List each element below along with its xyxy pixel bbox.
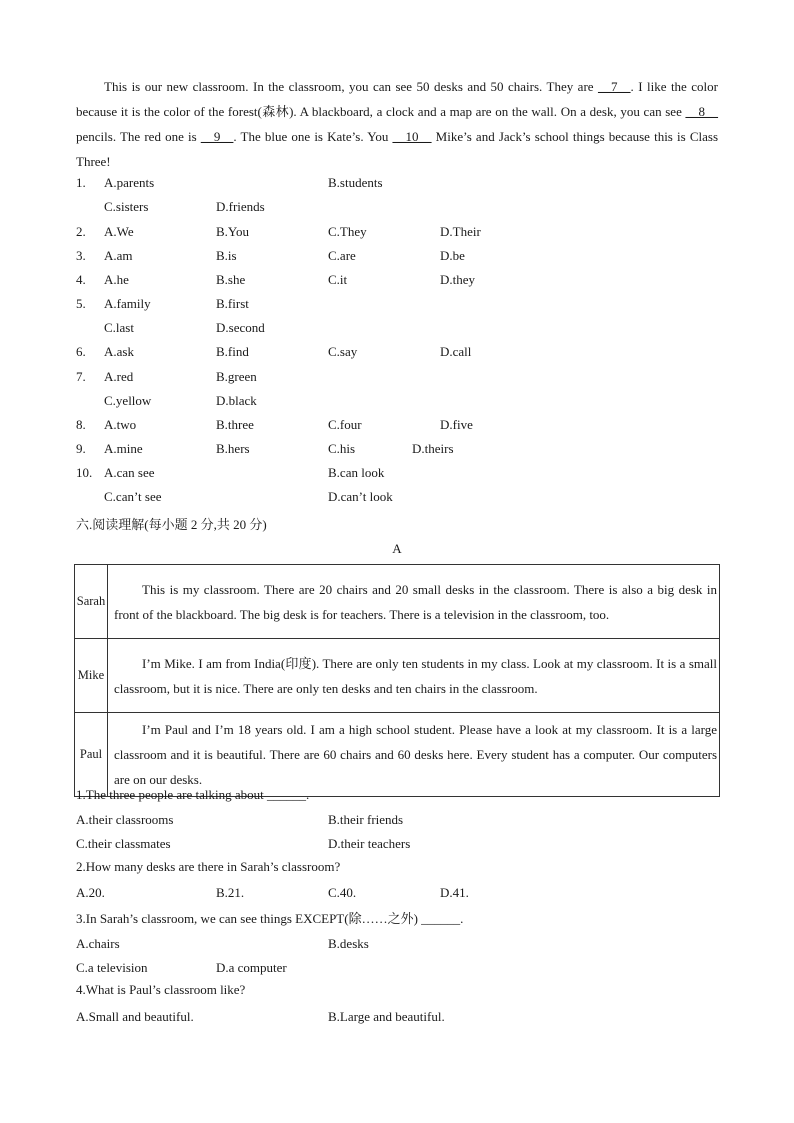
option-d: D.be xyxy=(440,248,465,263)
speaker-text-cell xyxy=(108,713,720,797)
option-a: A.their classrooms xyxy=(76,812,174,827)
option-c: C.are xyxy=(328,248,356,263)
section-title: 六.阅读理解(每小题 2 分,共 20 分) xyxy=(76,517,267,532)
option-a: A.20. xyxy=(76,885,105,900)
blank-9: __9__ xyxy=(200,129,234,144)
question-stem: 3.In Sarah’s classroom, we can see things EXCEPT(除……之外) ______. xyxy=(76,911,464,926)
option-d: D.theirs xyxy=(412,441,454,456)
option-a: A.can see xyxy=(104,465,155,480)
passage-label: A xyxy=(392,541,402,556)
cloze-passage xyxy=(76,74,718,174)
option-d: D.they xyxy=(440,272,476,287)
option-d: D.black xyxy=(216,393,257,408)
cloze-text: . I like the color because it is the color of the forest(森林). A blackboard, a clock and a map are on the wall. On a desk, you can see xyxy=(76,79,718,119)
option-b: B.Large and beautiful. xyxy=(328,1009,445,1024)
option-b: B.their friends xyxy=(328,812,404,827)
option-d: D.call xyxy=(440,344,472,359)
option-b: B.is xyxy=(216,248,237,263)
option-number: 10. xyxy=(76,465,93,480)
question-stem: 4.What is Paul’s classroom like? xyxy=(76,982,246,997)
option-d: D.can’t look xyxy=(328,489,393,504)
option-number: 2. xyxy=(76,224,86,239)
speaker-text-cell xyxy=(108,565,720,639)
option-d: D.a computer xyxy=(216,960,287,975)
speaker-name: Mike xyxy=(75,639,108,713)
option-b: B.first xyxy=(216,296,249,311)
option-b: B.You xyxy=(216,224,250,239)
option-c: C.40. xyxy=(328,885,357,900)
option-c: C.last xyxy=(104,320,134,335)
option-a: A.parents xyxy=(104,175,155,190)
question-stem: 1.The three people are talking about ______. xyxy=(76,787,310,802)
speaker-name: Sarah xyxy=(75,565,108,639)
option-c: C.his xyxy=(328,441,356,456)
option-d: D.41. xyxy=(440,885,469,900)
option-a: A.ask xyxy=(104,344,134,359)
option-d: D.second xyxy=(216,320,265,335)
option-a: A.Small and beautiful. xyxy=(76,1009,194,1024)
option-b: B.desks xyxy=(328,936,369,951)
option-c: C.sisters xyxy=(104,199,149,214)
blank-10: __10__ xyxy=(392,129,432,144)
blank-8: __8__ xyxy=(685,104,718,119)
option-c: C.They xyxy=(328,224,367,239)
speaker-text-cell xyxy=(108,639,720,713)
option-b: B.three xyxy=(216,417,254,432)
option-b: B.can look xyxy=(328,465,385,480)
speaker-text: I’m Paul and I’m 18 years old. I am a high school student. Please have a look at my classroom. It is a large classroom and it is beautiful. There are 60 chairs and 60 desks here. Every student has a computer. Our computers are on our desks. xyxy=(114,722,717,787)
option-c: C.a television xyxy=(76,960,148,975)
option-b: B.green xyxy=(216,369,257,384)
blank-7: __7__ xyxy=(598,79,631,94)
option-c: C.can’t see xyxy=(104,489,162,504)
table-row xyxy=(75,713,720,797)
table-row xyxy=(75,565,720,639)
table-row xyxy=(75,639,720,713)
cloze-paragraph xyxy=(76,74,718,174)
reading-table xyxy=(74,564,720,797)
option-d: D.friends xyxy=(216,199,265,214)
option-a: A.chairs xyxy=(76,936,120,951)
option-b: B.21. xyxy=(216,885,245,900)
cloze-text: Mike’s and Jack’s school things because this is Class Three! xyxy=(76,129,719,169)
question-stem: 2.How many desks are there in Sarah’s classroom? xyxy=(76,859,341,874)
option-number: 1. xyxy=(76,175,86,190)
option-b: B.students xyxy=(328,175,383,190)
option-b: B.find xyxy=(216,344,249,359)
speaker-name: Paul xyxy=(75,713,108,797)
option-c: C.their classmates xyxy=(76,836,171,851)
option-b: B.hers xyxy=(216,441,250,456)
option-c: C.it xyxy=(328,272,348,287)
option-d: D.their teachers xyxy=(328,836,411,851)
speaker-text: This is my classroom. There are 20 chairs and 20 small desks in the classroom. There is also a big desk in front of the blackboard. The big desk is for teachers. There is a television in the classroom, too. xyxy=(114,581,717,622)
option-number: 3. xyxy=(76,248,86,263)
option-number: 9. xyxy=(76,441,86,456)
option-a: A.he xyxy=(104,272,129,287)
option-number: 7. xyxy=(76,369,86,384)
option-a: A.mine xyxy=(104,441,143,456)
option-a: A.family xyxy=(104,296,151,311)
option-b: B.she xyxy=(216,272,246,287)
option-a: A.red xyxy=(104,369,134,384)
option-c: C.say xyxy=(328,344,358,359)
option-a: A.two xyxy=(104,417,137,432)
option-c: C.yellow xyxy=(104,393,152,408)
option-number: 6. xyxy=(76,344,86,359)
option-c: C.four xyxy=(328,417,362,432)
speaker-text: I’m Mike. I am from India(印度). There are only ten students in my class. Look at my classroom. It is a small classroom, but it is nice. There are only ten desks and ten chairs in the classroom. xyxy=(114,655,717,696)
option-d: D.Their xyxy=(440,224,481,239)
cloze-text: pencils. The red one is xyxy=(76,129,201,144)
option-number: 8. xyxy=(76,417,86,432)
option-number: 5. xyxy=(76,296,86,311)
option-d: D.five xyxy=(440,417,473,432)
option-number: 4. xyxy=(76,272,86,287)
cloze-text: . The blue one is Kate’s. You xyxy=(233,129,393,144)
option-a: A.am xyxy=(104,248,133,263)
cloze-text: This is our new classroom. In the classroom, you can see 50 desks and 50 chairs. They are xyxy=(104,79,599,94)
option-a: A.We xyxy=(104,224,134,239)
